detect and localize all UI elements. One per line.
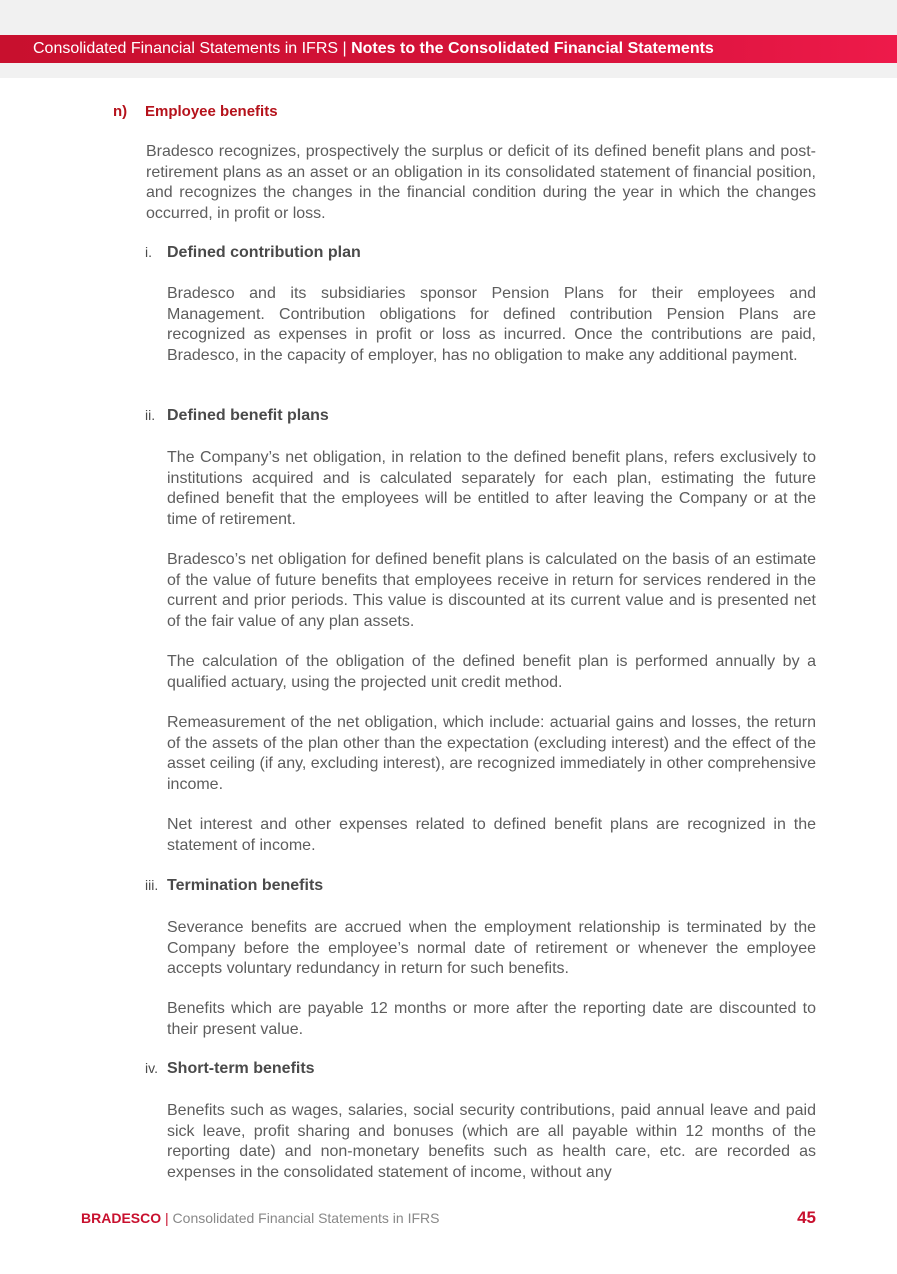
footer-brand: BRADESCO [81, 1210, 162, 1226]
header-section-title: Notes to the Consolidated Financial Statements [351, 40, 714, 57]
subsection-number: iv. [145, 1060, 158, 1076]
paragraph-block [167, 284, 816, 366]
subsection-title: Defined contribution plan [167, 244, 361, 261]
footer-title: Consolidated Financial Statements in IFRS [172, 1210, 440, 1226]
paragraph-block [167, 918, 816, 980]
page-header-bar [0, 35, 897, 63]
section-intro-paragraph: Bradesco recognizes, prospectively the surplus or deficit of its defined benefit plans and post-retirement plans as an asset or an obligation in its consolidated statement of financial position, and recognizes the changes in the financial condition during the year in which the changes occurred, in profit or loss. [146, 143, 816, 222]
subsection-title: Termination benefits [167, 877, 324, 894]
paragraph: Remeasurement of the net obligation, which include: actuarial gains and losses, the return of the assets of the plan other than the expectation (excluding interest) and the effect of the asset ceiling (if any, excluding interest), are recognized immediately in other comprehensive income. [167, 714, 816, 793]
section-number: n) [113, 103, 128, 120]
subsection-heading-termination [145, 877, 323, 895]
paragraph-block [167, 652, 816, 693]
paragraph: Benefits which are payable 12 months or more after the reporting date are discounted to their present value. [167, 1000, 816, 1038]
page-footer [81, 1210, 816, 1232]
subsection-heading-defined-contribution [145, 244, 361, 262]
paragraph: The Company’s net obligation, in relation to the defined benefit plans, refers exclusively to institutions acquired and is calculated separately for each plan, estimating the future defined benefit that the employees will be entitled to after leaving the Company or at the time of retirement. [167, 449, 816, 528]
section-heading [113, 103, 278, 120]
paragraph-block [167, 999, 816, 1040]
paragraph-block [167, 448, 816, 530]
subsection-title: Short-term benefits [167, 1060, 315, 1077]
paragraph: Bradesco’s net obligation for defined benefit plans is calculated on the basis of an estimate of the value of future benefits that employees receive in return for services rendered in the current and prior periods. This value is discounted at its current value and is presented net of the fair value of any plan assets. [167, 551, 816, 630]
page-number: 45 [797, 1208, 816, 1227]
paragraph-block [167, 815, 816, 856]
paragraph: Net interest and other expenses related to defined benefit plans are recognized in the statement of income. [167, 816, 816, 854]
paragraph-block [167, 550, 816, 632]
section-intro-block [146, 142, 816, 224]
paragraph-block [167, 1101, 816, 1183]
footer-separator: | [161, 1210, 173, 1226]
section-title: Employee benefits [145, 103, 278, 120]
header-doc-title: Consolidated Financial Statements in IFRS [33, 40, 339, 57]
paragraph: Benefits such as wages, salaries, social security contributions, paid annual leave and paid sick leave, profit sharing and bonuses (which are all payable within 12 months of the reporting date) and non-monetary benefits such as health care, etc. are recorded as expenses in the consolidated statement of income, without any [167, 1102, 816, 1181]
subsection-heading-short-term [145, 1060, 315, 1078]
paragraph: Bradesco and its subsidiaries sponsor Pension Plans for their employees and Management. Contribution obligations for defined contribution Pension Plans are recognized as expenses in profit or loss as incurred. Once the contributions are paid, Bradesco, in the capacity of employer, has no obligation to make any additional payment. [167, 285, 816, 364]
subsection-heading-defined-benefit [145, 407, 329, 425]
paragraph-block [167, 713, 816, 795]
subsection-title: Defined benefit plans [167, 407, 329, 424]
header-separator: | [338, 40, 352, 57]
subsection-number: ii. [145, 407, 156, 423]
paragraph: The calculation of the obligation of the defined benefit plan is performed annually by a qualified actuary, using the projected unit credit method. [167, 653, 816, 691]
paragraph: Severance benefits are accrued when the employment relationship is terminated by the Company before the employee’s normal date of retirement or whenever the employee accepts voluntary redundancy in return for such benefits. [167, 919, 816, 977]
subsection-number: iii. [145, 877, 159, 893]
subsection-number: i. [145, 244, 152, 260]
